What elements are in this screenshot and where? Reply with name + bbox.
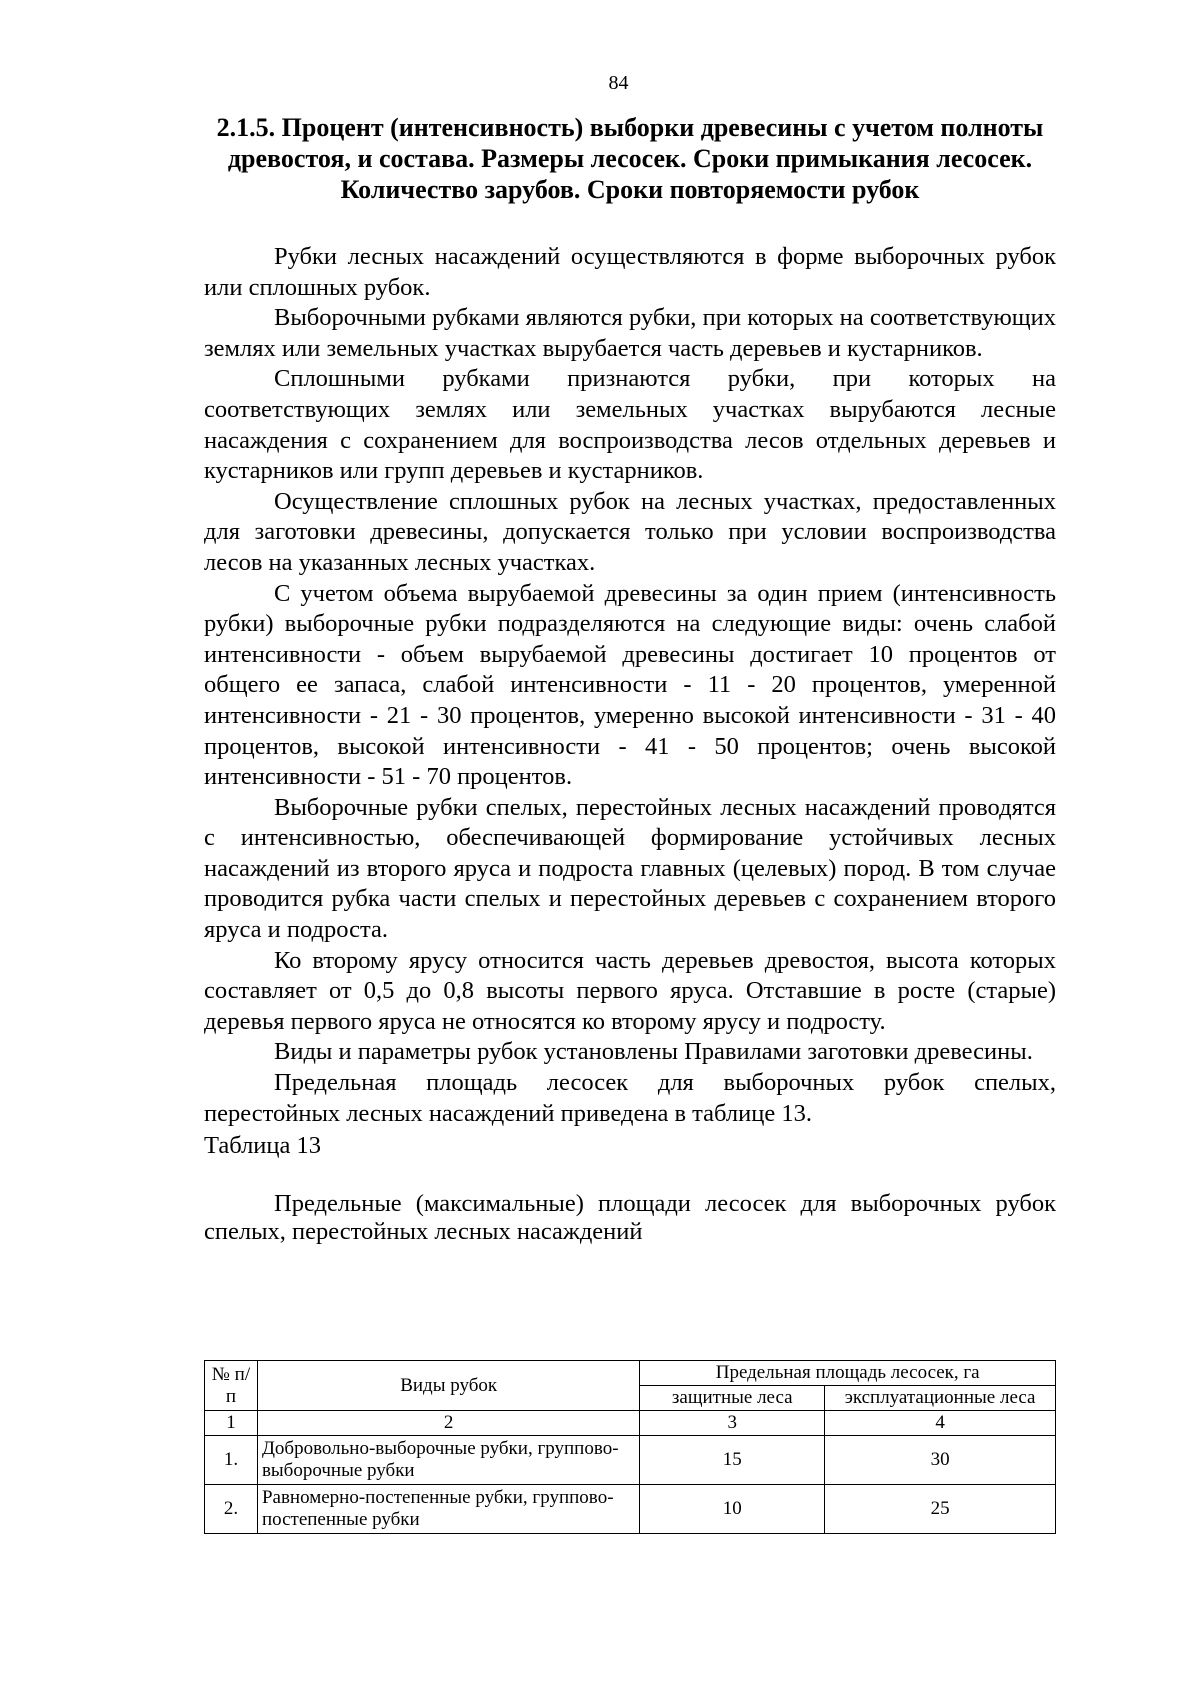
body-text — [204, 242, 1056, 1246]
row-kind: Добровольно-выборочные рубки, групповo-выборочные рубки — [257, 1436, 639, 1485]
header-kind: Виды рубок — [257, 1361, 639, 1411]
paragraph: Сплошными рубками признаются рубки, при которых на соответствующих землях или земельных участках вырубаются лесные насаждения с сохранением для воспроизводства лесов отдельных деревьев и кустарников или групп деревьев и кустарников. — [204, 365, 1056, 485]
row-protective: 15 — [640, 1436, 825, 1485]
paragraph: Рубки лесных насаждений осуществляются в форме выборочных рубок или сплошных рубок. — [204, 243, 1056, 301]
paragraph: С учетом объема вырубаемой древесины за один прием (интенсивность рубки) выборочные рубки подразделяются на следующие виды: очень слабой интенсивности - объем вырубаемой древесины достигает 10 процентов от общего ее запаса, слабой интенсивности - 11 - 20 процентов, умеренной интенсивности - 21 - 30 процентов, умеренно высокой интенсивности - 31 - 40 процентов, высокой интенсивности - 41 - 50 процентов; очень высокой интенсивности - 51 - 70 процентов. — [204, 579, 1056, 791]
column-number: 2 — [257, 1411, 639, 1436]
table-row — [205, 1485, 1056, 1534]
column-number: 3 — [640, 1411, 825, 1436]
title-line-1: 2.1.5. Процент (интенсивность) выборки древесины с учетом полноты — [216, 113, 1044, 142]
page-number: 84 — [608, 72, 629, 94]
paragraph: Ко второму ярусу относится часть деревьев древостоя, высота которых составляет от 0,5 до 0,8 высоты первого яруса. Отставшие в росте (старые) деревья первого яруса не относятся ко второму ярусу и подросту. — [204, 946, 1056, 1035]
header-num: № п/п — [205, 1361, 258, 1411]
row-num: 1. — [205, 1436, 258, 1485]
paragraph: Выборочными рубками являются рубки, при которых на соответствующих землях или земельных участках вырубается часть деревьев и кустарников. — [204, 304, 1056, 362]
table-label: Таблица 13 — [204, 1132, 322, 1160]
column-number: 1 — [205, 1411, 258, 1436]
paragraph: Осуществление сплошных рубок на лесных участках, предоставленных для заготовки древесины, допускается только при условии воспроизводства лесов на указанных лесных участках. — [204, 487, 1056, 576]
section-title — [200, 112, 1060, 205]
paragraph: Предельная площадь лесосек для выборочных рубок спелых, перестойных лесных насаждений приведена в таблице 13. — [204, 1069, 1056, 1127]
row-exploitation: 25 — [825, 1485, 1056, 1534]
logging-area-table — [204, 1360, 1056, 1534]
table-caption: Предельные (максимальные) площади лесосек для выборочных рубок спелых, перестойных лесных насаждений — [204, 1189, 1056, 1245]
table-header-row — [205, 1361, 1056, 1386]
table-row — [205, 1436, 1056, 1485]
row-exploitation: 30 — [825, 1436, 1056, 1485]
header-exploitation: эксплуатационные леса — [825, 1386, 1056, 1411]
paragraph: Виды и параметры рубок установлены Правилами заготовки древесины. — [274, 1038, 1033, 1066]
title-line-3: Количество зарубов. Сроки повторяемости рубок — [340, 175, 920, 204]
header-limit-area: Предельная площадь лесосек, га — [640, 1361, 1056, 1386]
row-kind: Равномерно-постепенные рубки, групповo-постепенные рубки — [257, 1485, 639, 1534]
paragraph: Выборочные рубки спелых, перестойных лесных насаждений проводятся с интенсивностью, обеспечивающей формирование устойчивых лесных насаждений из второго яруса и подроста главных (целевых) пород. В том случае проводится рубка части спелых и перестойных деревьев с сохранением второго яруса и подроста. — [204, 793, 1056, 944]
header-protective: защитные леса — [640, 1386, 825, 1411]
title-line-2: древостоя, и состава. Размеры лесосек. Сроки примыкания лесосек. — [227, 144, 1033, 173]
column-number: 4 — [825, 1411, 1056, 1436]
row-protective: 10 — [640, 1485, 825, 1534]
table-column-numbers-row — [205, 1411, 1056, 1436]
row-num: 2. — [205, 1485, 258, 1534]
